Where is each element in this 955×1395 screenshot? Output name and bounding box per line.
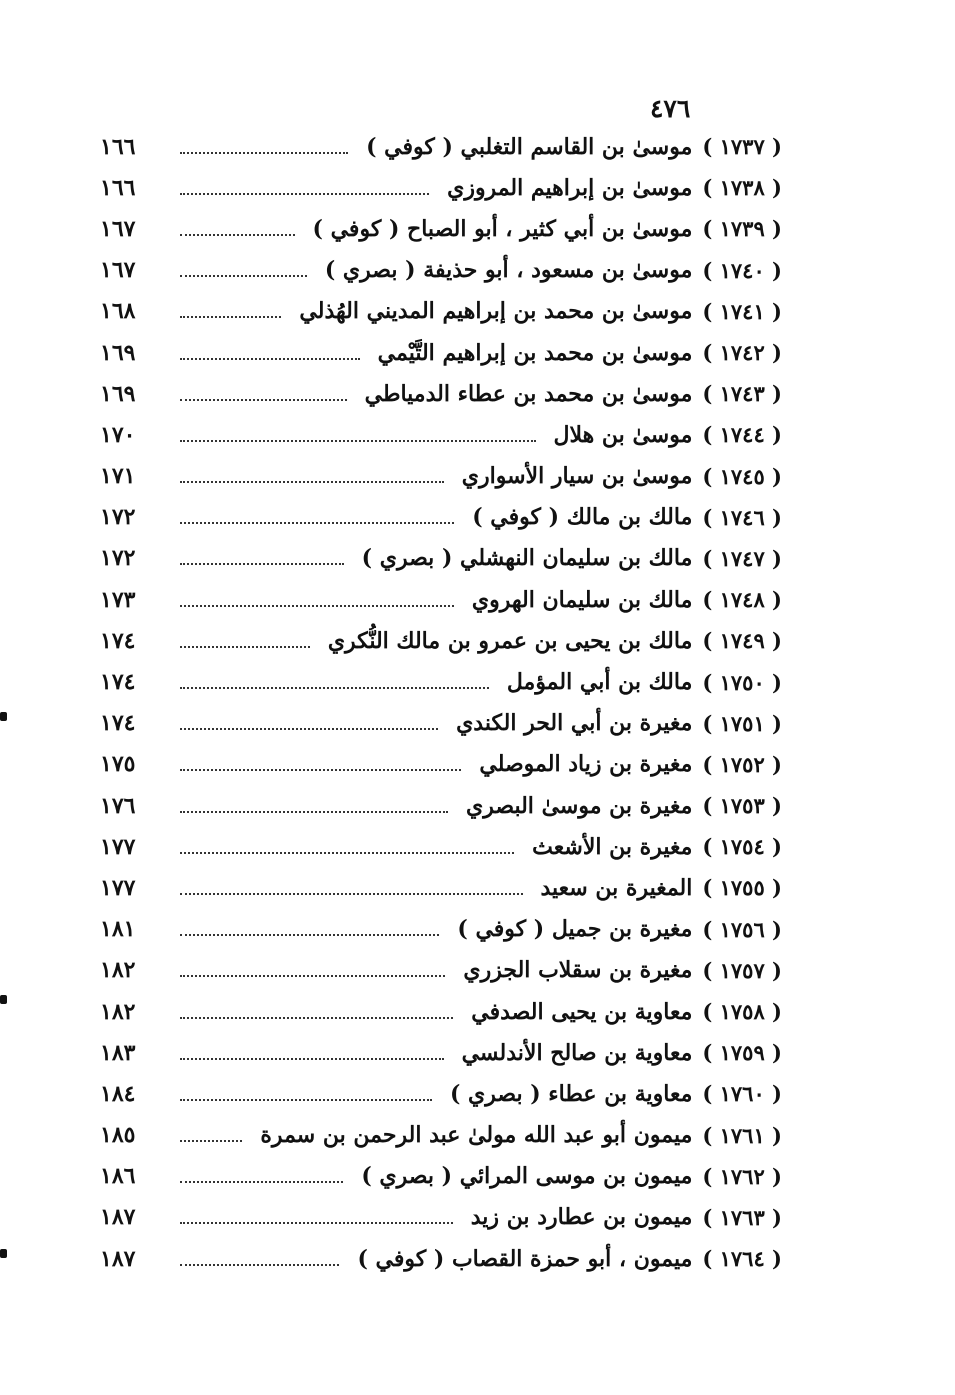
entry-page-ref: ١٨٧	[100, 1204, 136, 1231]
index-entry	[100, 291, 782, 332]
index-entry	[100, 1115, 782, 1156]
entry-title: مغيرة بن زياد الموصلي	[479, 751, 693, 778]
page-number: ٤٧٦	[650, 94, 691, 123]
entry-title: موسىٰ بن سيار الأسواري	[461, 463, 693, 490]
index-entry	[100, 703, 782, 744]
entry-title: المغيرة بن سعيد	[540, 874, 693, 901]
entry-number: ( ١٧٦٠ )	[702, 1081, 782, 1107]
entry-page-ref: ١٦٩	[100, 380, 136, 407]
entry-number: ( ١٧٥٣ )	[702, 793, 782, 819]
entry-number: ( ١٧٦١ )	[702, 1122, 782, 1148]
index-entry	[100, 1156, 782, 1197]
index-entry	[100, 579, 782, 620]
entry-page-ref: ١٦٧	[100, 215, 136, 242]
entry-title: مالك بن سليمان النهشلي ( بصري )	[361, 545, 693, 572]
entry-page-ref: ١٨٢	[100, 998, 136, 1025]
scan-mark	[0, 712, 7, 721]
entry-page-ref: ١٦٨	[100, 298, 136, 325]
entry-title: مغيرة بن سقلاب الجزري	[463, 957, 693, 984]
entry-number: ( ١٧٤٥ )	[702, 463, 782, 489]
entry-title: معاوية بن عطاء ( بصري )	[449, 1080, 693, 1107]
index-entry	[100, 126, 782, 167]
entry-page-ref: ١٨١	[100, 916, 136, 943]
entry-page-ref: ١٨٦	[100, 1163, 136, 1190]
dot-leader	[180, 934, 439, 936]
entry-title: ميمون بن موسى المرائي ( بصري )	[361, 1163, 693, 1190]
dot-leader	[180, 1140, 242, 1142]
dot-leader	[180, 893, 523, 895]
dot-leader	[180, 563, 344, 565]
index-entry	[100, 414, 782, 455]
entry-page-ref: ١٧٢	[100, 545, 136, 572]
entry-number: ( ١٧٤٨ )	[702, 587, 782, 613]
entry-title: معاوية بن صالح الأندلسي	[461, 1039, 693, 1066]
entry-title: مالك بن سليمان الهروي	[471, 586, 693, 613]
dot-leader	[180, 646, 310, 648]
entry-number: ( ١٧٥٩ )	[702, 1040, 782, 1066]
entry-page-ref: ١٧٤	[100, 627, 136, 654]
entry-title: مالك بن مالك ( كوفي )	[472, 504, 693, 531]
entry-page-ref: ١٨٢	[100, 957, 136, 984]
index-entry	[100, 167, 782, 208]
entry-page-ref: ١٧٥	[100, 751, 136, 778]
entry-number: ( ١٧٦٣ )	[702, 1204, 782, 1230]
entry-title: موسىٰ بن محمد بن إبراهيم المديني الهُذلي	[299, 298, 693, 325]
index-entry	[100, 909, 782, 950]
dot-leader	[180, 728, 438, 730]
entry-title: مغيرة بن موسىٰ البصري	[466, 792, 693, 819]
entry-title: معاوية بن يحيى الصدفي	[471, 998, 693, 1025]
dot-leader	[180, 605, 454, 607]
index-entry	[100, 332, 782, 373]
entry-title: مغيرة بن أبي الحر الكندي	[456, 710, 693, 737]
index-list	[100, 126, 782, 1279]
index-entry	[100, 826, 782, 867]
entry-number: ( ١٧٥٨ )	[702, 999, 782, 1025]
entry-title: موسىٰ بن هلال	[553, 421, 693, 448]
entry-title: موسىٰ بن مسعود ، أبو حذيفة ( بصري )	[324, 257, 693, 284]
entry-page-ref: ١٦٦	[100, 133, 136, 160]
dot-leader	[180, 316, 281, 318]
dot-leader	[180, 275, 307, 277]
entry-page-ref: ١٧٠	[100, 421, 136, 448]
entry-page-ref: ١٦٦	[100, 174, 136, 201]
entry-number: ( ١٧٦٤ )	[702, 1246, 782, 1272]
entry-number: ( ١٧٤١ )	[702, 298, 782, 324]
index-entry	[100, 208, 782, 249]
entry-title: موسىٰ بن أبي كثير ، أبو الصباح ( كوفي )	[312, 215, 693, 242]
entry-number: ( ١٧٤٣ )	[702, 381, 782, 407]
entry-number: ( ١٧٤٠ )	[702, 257, 782, 283]
entry-number: ( ١٧٥٥ )	[702, 875, 782, 901]
dot-leader	[180, 852, 514, 854]
entry-page-ref: ١٧٧	[100, 874, 136, 901]
dot-leader	[180, 687, 489, 689]
entry-number: ( ١٧٤٧ )	[702, 545, 782, 571]
index-entry	[100, 373, 782, 414]
entry-title: ميمون ، أبو حمزة القصاب ( كوفي )	[357, 1245, 693, 1272]
dot-leader	[180, 481, 444, 483]
index-entry	[100, 1197, 782, 1238]
entry-title: موسىٰ بن محمد بن عطاء الدمياطي	[364, 380, 693, 407]
dot-leader	[180, 1264, 339, 1266]
entry-title: مالك بن أبي المؤمل	[506, 669, 693, 696]
entry-page-ref: ١٦٧	[100, 257, 136, 284]
entry-number: ( ١٧٣٩ )	[702, 216, 782, 242]
entry-page-ref: ١٧٤	[100, 710, 136, 737]
entry-page-ref: ١٨٥	[100, 1122, 136, 1149]
index-entry	[100, 1238, 782, 1279]
entry-number: ( ١٧٥٤ )	[702, 834, 782, 860]
index-entry	[100, 1073, 782, 1114]
dot-leader	[180, 975, 445, 977]
entry-page-ref: ١٧١	[100, 463, 136, 490]
entry-title: مالك بن يحيى بن عمرو بن مالك النُّكري	[327, 627, 693, 654]
index-entry	[100, 1032, 782, 1073]
entry-number: ( ١٧٤٢ )	[702, 340, 782, 366]
index-entry	[100, 538, 782, 579]
entry-page-ref: ١٧٣	[100, 586, 136, 613]
dot-leader	[180, 152, 348, 154]
index-entry	[100, 250, 782, 291]
entry-page-ref: ١٨٣	[100, 1039, 136, 1066]
entry-number: ( ١٧٥٧ )	[702, 957, 782, 983]
dot-leader	[180, 1181, 343, 1183]
entry-page-ref: ١٨٧	[100, 1245, 136, 1272]
entry-number: ( ١٧٤٦ )	[702, 504, 782, 530]
index-entry	[100, 785, 782, 826]
entry-title: مغيرة بن جميل ( كوفي )	[457, 916, 693, 943]
entry-number: ( ١٧٥١ )	[702, 710, 782, 736]
entry-page-ref: ١٧٧	[100, 833, 136, 860]
scan-mark	[0, 1249, 7, 1258]
index-entry	[100, 950, 782, 991]
entry-number: ( ١٧٤٩ )	[702, 628, 782, 654]
entry-page-ref: ١٧٦	[100, 792, 136, 819]
entry-page-ref: ١٦٩	[100, 339, 136, 366]
entry-number: ( ١٧٣٨ )	[702, 175, 782, 201]
entry-page-ref: ١٧٢	[100, 504, 136, 531]
dot-leader	[180, 399, 347, 401]
entry-number: ( ١٧٥٠ )	[702, 669, 782, 695]
entry-number: ( ١٧٦٢ )	[702, 1163, 782, 1189]
dot-leader	[180, 522, 454, 524]
entry-number: ( ١٧٣٧ )	[702, 134, 782, 160]
entry-title: موسىٰ بن القاسم التغلبي ( كوفي )	[366, 133, 693, 160]
dot-leader	[180, 358, 360, 360]
index-entry	[100, 620, 782, 661]
entry-title: ميمون بن عطارد بن زيد	[470, 1204, 693, 1231]
entry-page-ref: ١٧٤	[100, 669, 136, 696]
entry-title: موسىٰ بن إبراهيم المروزي	[447, 174, 693, 201]
dot-leader	[180, 234, 295, 236]
dot-leader	[180, 193, 429, 195]
entry-number: ( ١٧٥٦ )	[702, 916, 782, 942]
dot-leader	[180, 811, 448, 813]
dot-leader	[180, 1017, 453, 1019]
index-entry	[100, 497, 782, 538]
index-entry	[100, 661, 782, 702]
dot-leader	[180, 1099, 432, 1101]
entry-number: ( ١٧٥٢ )	[702, 751, 782, 777]
index-entry	[100, 744, 782, 785]
entry-title: مغيرة بن الأشعث	[532, 833, 693, 860]
index-entry	[100, 991, 782, 1032]
dot-leader	[180, 440, 536, 442]
entry-title: موسىٰ بن محمد بن إبراهيم التَّيْمي	[377, 339, 693, 366]
dot-leader	[180, 1058, 444, 1060]
entry-number: ( ١٧٤٤ )	[702, 422, 782, 448]
dot-leader	[180, 769, 461, 771]
index-entry	[100, 456, 782, 497]
dot-leader	[180, 1222, 453, 1224]
entry-title: ميمون أبو عبد الله مولىٰ عبد الرحمن بن سمرة	[260, 1122, 693, 1149]
scan-mark	[0, 995, 7, 1004]
index-entry	[100, 867, 782, 908]
entry-page-ref: ١٨٤	[100, 1080, 136, 1107]
